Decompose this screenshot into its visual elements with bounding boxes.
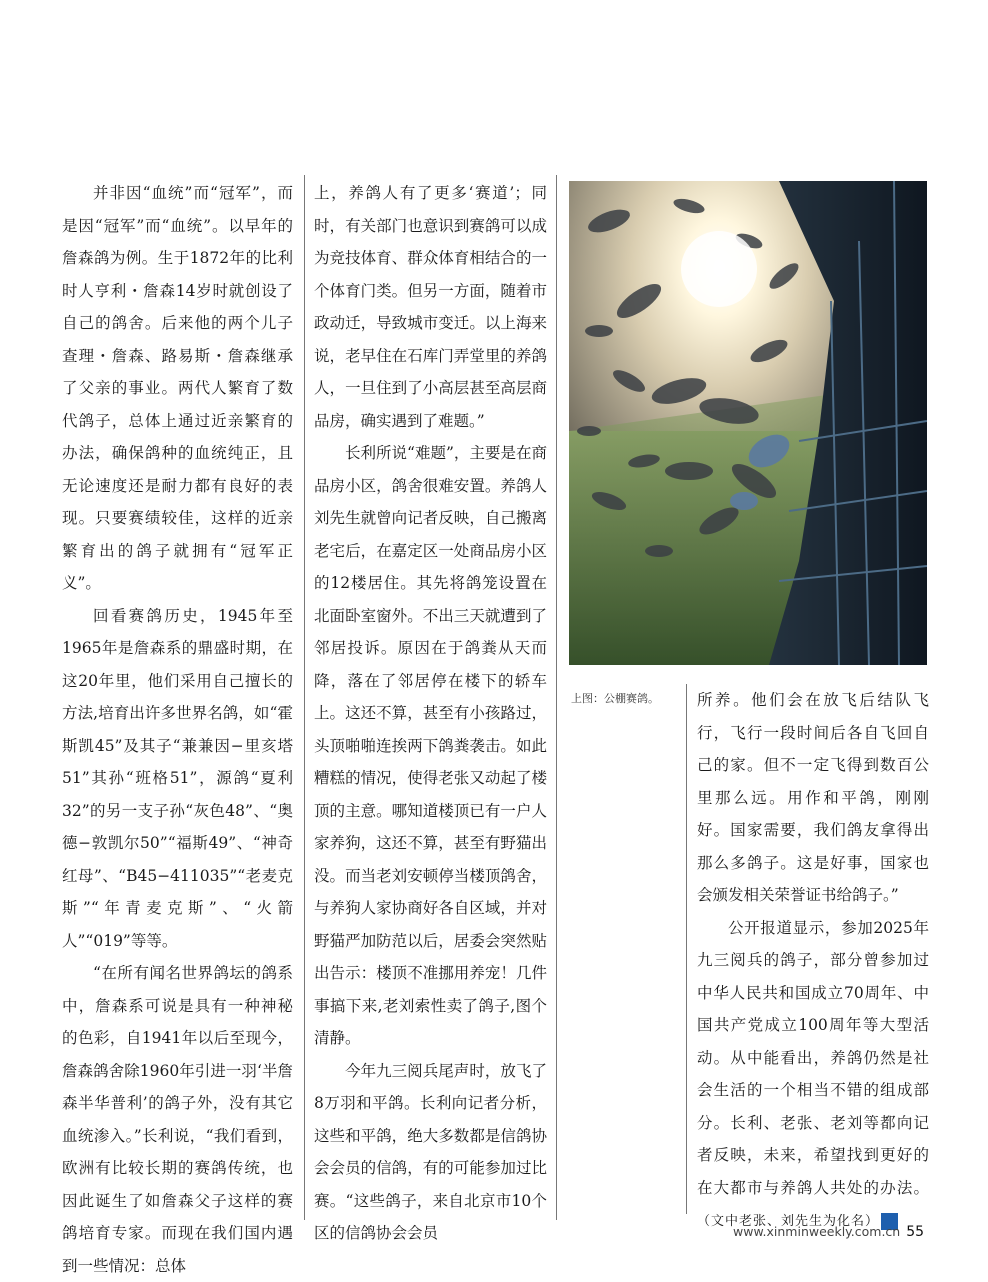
paragraph: 并非因“血统”而“冠军”，而是因“冠军”而“血统”。以早年的詹森鸽为例。生于1872年的比利时人亨利・詹森14岁时就创设了自己的鸽舍。后来他的两个儿子查理・詹森、路易斯・詹森继承了父亲的事业。两代人繁育了数代鸽子，总体上通过近亲繁育的办法，确保鸽种的血统纯正，且无论速度还是耐力都有良好的表现。只要赛绩较佳，这样的近亲繁育出的鸽子就拥有“冠军正义”。 [62, 184, 293, 592]
article-column-2 [314, 177, 547, 1250]
column-divider [556, 175, 557, 1220]
paragraph: 上，养鸽人有了更多‘赛道’；同时，有关部门也意识到赛鸽可以成为竞技体育、群众体育相结合的一个体育门类。但另一方面，随着市政动迁，导致城市变迁。以上海来说，老早住在石库门弄堂里的养鸽人，一旦住到了小高层甚至高层商品房，确实遇到了难题。” [314, 184, 547, 430]
page-number: 55 [906, 1224, 925, 1240]
end-mark-icon: 民 [881, 1213, 898, 1230]
page-footer [733, 1224, 924, 1240]
footer-url: www.xinminweekly.com.cn [733, 1224, 901, 1239]
paragraph: 长利所说“难题”，主要是在商品房小区，鸽舍很难安置。养鸽人刘先生就曾向记者反映，自己搬离老宅后，在嘉定区一处商品房小区的12楼居住。其先将鸽笼设置在北面卧室窗外。不出三天就遭到了邻居投诉。原因在于鸽粪从天而降，落在了邻居停在楼下的轿车上。这还不算，甚至有小孩路过，头顶啪啪连挨两下鸽粪袭击。如此糟糕的情况，使得老张又动起了楼顶的主意。哪知道楼顶已有一户人家养狗，这还不算，甚至有野猫出没。而当老刘安顿停当楼顶鸽舍，与养狗人家协商好各自区域，并对野猫严加防范以后，居委会突然贴出告示：楼顶不准挪用养宠！几件事搞下来,老刘索性卖了鸽子,图个清静。 [314, 444, 547, 1047]
article-column-1 [62, 177, 293, 1282]
photo-caption: 上图：公棚赛鸽。 [571, 692, 659, 705]
pigeons-flying-photo [569, 181, 927, 665]
paragraph-text: 公开报道显示，参加2025年九三阅兵的鸽子，部分曾参加过中华人民共和国成立70周年、中国共产党成立100周年等大型活动。从中能看出，养鸽仍然是社会生活的一个相当不错的组成部分。长利、老张、老刘等都向记者反映，未来，希望找到更好的在大都市与养鸽人共处的办法。 [697, 918, 929, 1197]
author-note: （文中老张、刘先生为化名） [697, 1214, 880, 1229]
paragraph: 所养。他们会在放飞后结队飞行，飞行一段时间后各自飞回自己的家。但不一定飞得到数百公里那么远。用作和平鸽，刚刚好。国家需要，我们鸽友拿得出那么多鸽子。这是好事，国家也会颁发相关荣誉证书给鸽子。” [697, 691, 929, 904]
paragraph [697, 912, 929, 1239]
column-divider [686, 684, 687, 1214]
paragraph: “在所有闻名世界鸽坛的鸽系中，詹森系可说是具有一种神秘的色彩，自1941年以后至现今，詹森鸽舍除1960年引进一羽‘半詹森半华普利’的鸽子外，没有其它血统渗入。”长利说，“我们看到，欧洲有比较长期的赛鸽传统，也因此诞生了如詹森父子这样的赛鸽培育专家。而现在我们国内遇到一些情况：总体 [62, 964, 293, 1275]
paragraph: 回看赛鸽历史，1945年至1965年是詹森系的鼎盛时期，在这20年里，他们采用自己擅长的方法,培育出许多世界名鸽，如“霍斯凯45”及其子“兼兼因−里亥塔51”其孙“班格51”，源鸽“夏利32”的另一支子孙“灰色48”、“奥德−敦凯尔50”“福斯49”、“神奇红母”、“B45−411035”“老麦克斯”“年青麦克斯”、“火箭人”“019”等等。 [62, 606, 293, 950]
paragraph: 今年九三阅兵尾声时，放飞了8万羽和平鸽。长利向记者分析，这些和平鸽，绝大多数都是信鸽协会会员的信鸽，有的可能参加过比赛。“这些鸽子，来自北京市10个区的信鸽协会会员 [314, 1061, 547, 1242]
article-column-3 [697, 684, 929, 1239]
column-divider [304, 175, 305, 1220]
